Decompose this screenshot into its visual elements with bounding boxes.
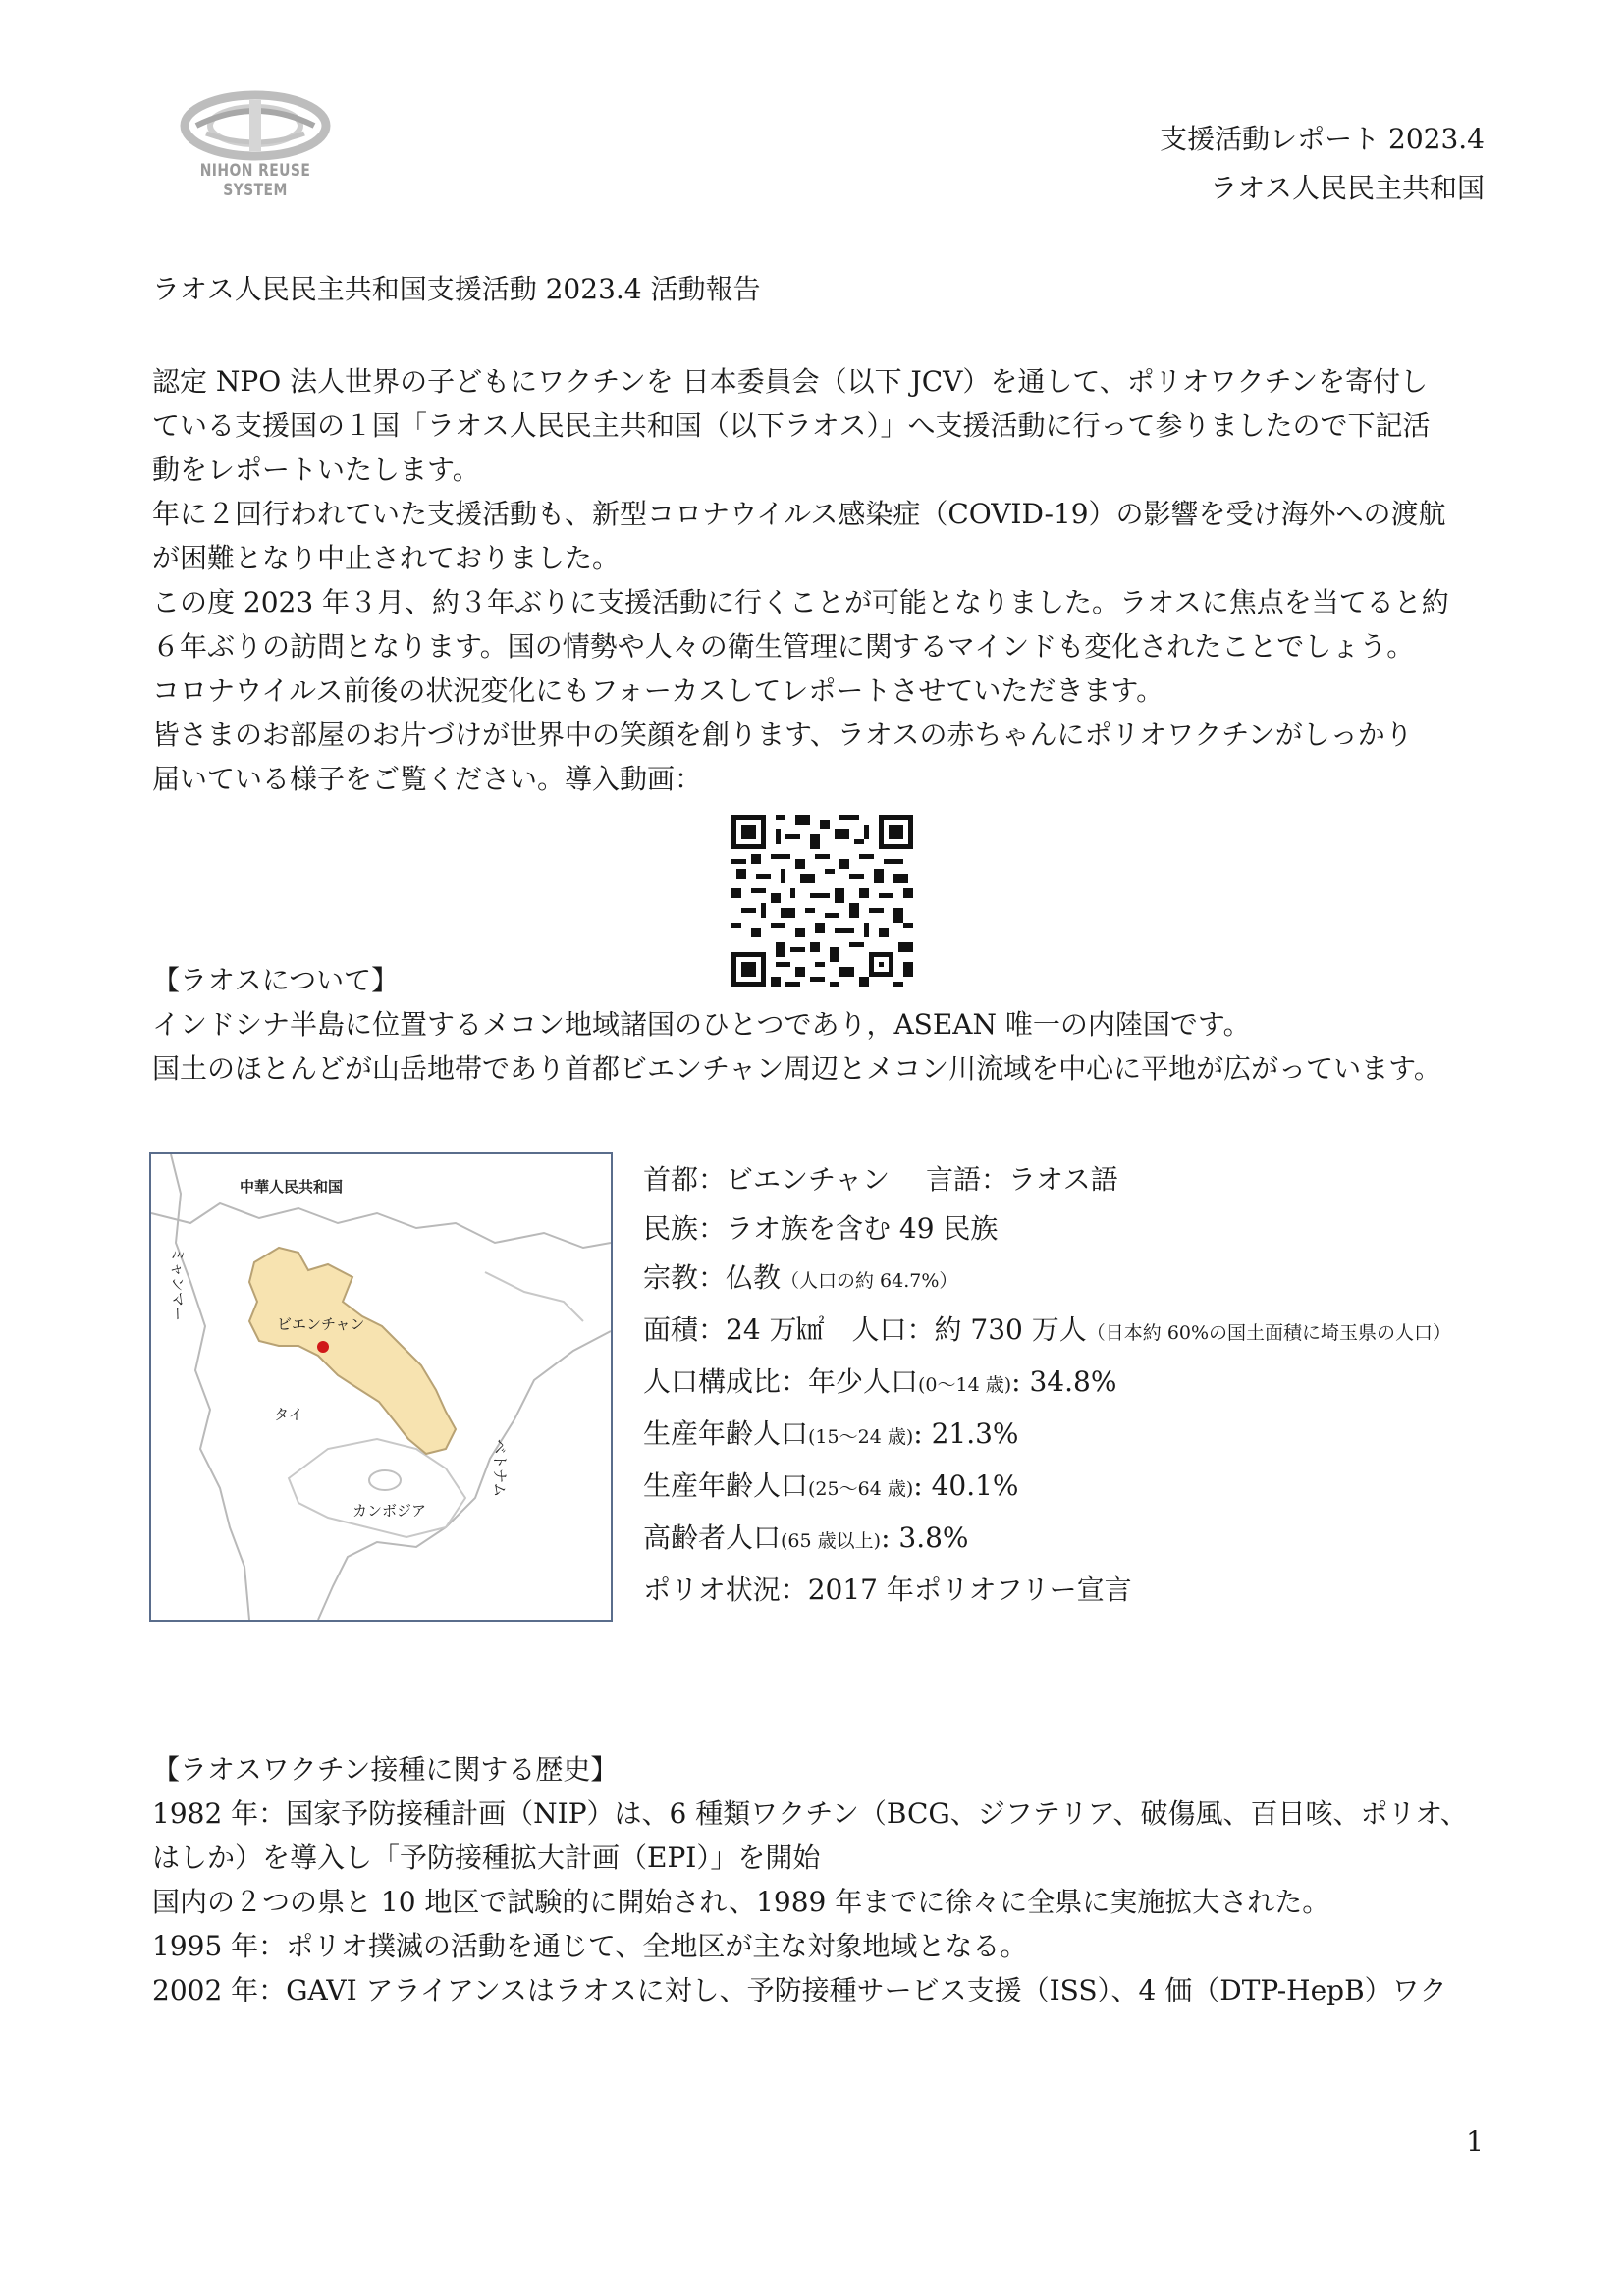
intro-line: 年に２回行われていた支援活動も、新型コロナウイルス感染症（COVID-19）の影響を受け海外への渡航 xyxy=(152,498,1446,530)
fact-elderly-label: 高齢者人口 xyxy=(643,1522,782,1554)
intro-line: が困難となり中止されておりました。 xyxy=(152,542,621,574)
map-label-capital: ビエンチャン xyxy=(277,1316,365,1333)
fact-religion xyxy=(643,1254,1507,1306)
intro-line: ている支援国の１国「ラオス人民民主共和国（以下ラオス）」へ支援活動に行って参りましたので下記活 xyxy=(152,409,1431,442)
fact-elderly-range: (65 歳以上) xyxy=(781,1530,882,1552)
intro-line: ６年ぶりの訪問となります。国の情勢や人々の衛生管理に関するマインドも変化されたことでしょう。 xyxy=(152,630,1415,663)
fact-young-label: 人口構成比：年少人口 xyxy=(643,1365,919,1398)
page-number: 1 xyxy=(1466,2125,1484,2158)
title-text: ラオス人民民主共和国支援活動 2023.4 活動報告 xyxy=(152,273,761,305)
intro-line: 動をレポートいたします。 xyxy=(152,454,480,486)
laos-map xyxy=(149,1152,613,1622)
history-line: 国内の２つの県と 10 地区で試験的に開始され、1989 年までに徐々に全県に実施拡大された。 xyxy=(152,1886,1330,1918)
intro-paragraph xyxy=(152,359,1497,801)
about-line: インドシナ半島に位置するメコン地域諸国のひとつであり，ASEAN 唯一の内陸国です。 xyxy=(152,1008,1251,1041)
intro-line: コロナウイルス前後の状況変化にもフォーカスしてレポートさせていただきます。 xyxy=(152,674,1164,707)
fact-capital: 首都：ビエンチャン 言語：ラオス語 xyxy=(643,1163,1118,1196)
fact-ethnic: 民族：ラオ族を含む 49 民族 xyxy=(643,1212,999,1245)
fact-area-note: （日本約 60%の国土面積に埼玉県の人口） xyxy=(1086,1322,1452,1344)
report-title xyxy=(152,267,1497,311)
vaccination-history-section xyxy=(152,1747,1497,2012)
history-line: 1982 年：国家予防接種計画（NIP）は、6 種類ワクチン（BCG、ジフテリア、破傷風、百日咳、ポリオ、 xyxy=(152,1797,1468,1830)
fact-young-value: : 34.8% xyxy=(1011,1365,1117,1398)
map-label-vietnam: ベトナム xyxy=(491,1439,508,1498)
history-heading: 【ラオスワクチン接種に関する歴史】 xyxy=(152,1753,619,1786)
intro-line: 認定 NPO 法人世界の子どもにワクチンを 日本委員会（以下 JCV）を通して、ポリオワクチンを寄付し xyxy=(152,365,1429,398)
intro-line: 届いている様子をご覧ください。導入動画： xyxy=(152,763,703,795)
about-line: 国土のほとんどが山岳地帯であり首都ビエンチャン周辺とメコン川流域を中心に平地が広がっています。 xyxy=(152,1052,1441,1085)
map-label-cambodia: カンボジア xyxy=(352,1503,427,1520)
fact-area-text: 面積：24 万㎢ 人口：約 730 万人 xyxy=(643,1313,1087,1346)
map-label-myanmar: ミャンマー xyxy=(169,1248,186,1321)
fact-working1-range: (15～24 歳) xyxy=(808,1426,914,1448)
history-line: はしか）を導入し「予防接種拡大計画（EPI）」を開始 xyxy=(152,1842,821,1874)
fact-working2-label: 生産年齢人口 xyxy=(643,1469,809,1502)
fact-religion-note: （人口の約 64.7%） xyxy=(781,1270,958,1292)
fact-polio: ポリオ状況：2017 年ポリオフリー宣言 xyxy=(643,1574,1132,1606)
fact-young-range: (0～14 歳) xyxy=(918,1374,1012,1396)
laos-region-map xyxy=(151,1154,611,1620)
fact-working1-label: 生産年齢人口 xyxy=(643,1417,809,1450)
laos-facts xyxy=(643,1155,1507,1615)
logo-text: NIHON REUSE SYSTEM xyxy=(199,161,311,200)
intro-line: 皆さまのお部屋のお片づけが世界中の笑顔を創ります、ラオスの赤ちゃんにポリオワクチンがしっかり xyxy=(152,719,1413,751)
map-label-thailand: タイ xyxy=(274,1407,303,1423)
fact-young xyxy=(643,1358,1507,1410)
history-line: 2002 年：GAVI アライアンスはラオスに対し、予防接種サービス支援（ISS）、4 価（DTP-HepB）ワク xyxy=(152,1974,1447,2006)
history-line: 1995 年：ポリオ撲滅の活動を通じて、全地区が主な対象地域となる。 xyxy=(152,1930,1028,1962)
fact-working2 xyxy=(643,1462,1507,1514)
header-report-date: 支援活動レポート 2023.4 xyxy=(1160,123,1485,155)
header-country: ラオス人民民主共和国 xyxy=(1210,172,1485,204)
fact-religion-text: 宗教：仏教 xyxy=(643,1261,782,1294)
fact-working2-range: (25～64 歳) xyxy=(808,1478,914,1500)
company-logo xyxy=(147,90,363,200)
fact-elderly-value: : 3.8% xyxy=(881,1522,969,1554)
fact-working1 xyxy=(643,1410,1507,1462)
nihon-reuse-system-logo-icon xyxy=(147,90,363,161)
fact-working2-value: : 40.1% xyxy=(913,1469,1019,1502)
about-heading: 【ラオスについて】 xyxy=(152,964,400,996)
capital-dot xyxy=(317,1341,329,1353)
fact-working1-value: : 21.3% xyxy=(913,1417,1019,1450)
intro-line: この度 2023 年３月、約３年ぶりに支援活動に行くことが可能となりました。ラオスに焦点を当てると約 xyxy=(152,586,1449,618)
about-laos-section xyxy=(152,958,1497,1091)
fact-area xyxy=(643,1306,1507,1358)
fact-elderly xyxy=(643,1514,1507,1566)
map-label-china: 中華人民共和国 xyxy=(240,1179,344,1196)
